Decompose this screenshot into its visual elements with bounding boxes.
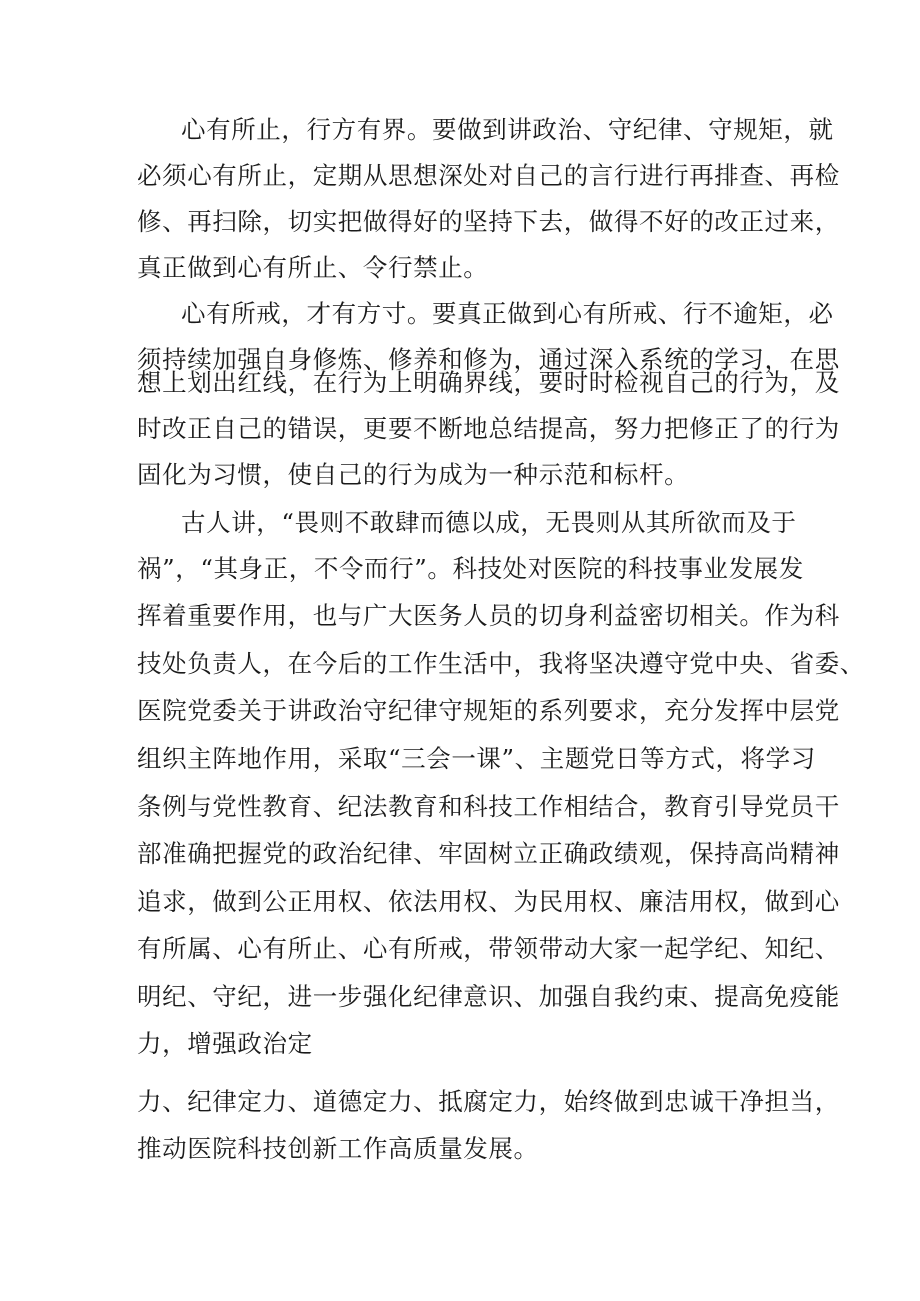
paragraph-3-line-11: 明纪、守纪，进一步强化纪律意识、加强自我约束、提高免疫能 — [137, 982, 840, 1011]
paragraph-3-line-5: 医院党委关于讲政治守纪律守规矩的系列要求，充分发挥中层党 — [137, 696, 840, 725]
paragraph-1-line-4: 真正做到心有所止、令行禁止。 — [137, 253, 489, 282]
paragraph-3-line-2: 祸”，“其身正，不令而行”。科技处对医院的科技事业发展发 — [137, 554, 804, 583]
paragraph-3-line-8: 部准确把握党的政治纪律、牢固树立正确政绩观，保持高尚精神 — [137, 839, 840, 868]
paragraph-3-line-3: 挥着重要作用，也与广大医务人员的切身利益密切相关。作为科 — [137, 601, 840, 630]
paragraph-2-line-2: 须持续加强自身修炼、修养和修为，通过深入系统的学习，在思 — [137, 345, 840, 374]
paragraph-3-line-6: 组织主阵地作用，采取“三会一课”、主题党日等方式，将学习 — [137, 744, 816, 773]
paragraph-3-line-1: 古人讲，“畏则不敢肆而德以成，无畏则从其所欲而及于 — [181, 508, 797, 537]
paragraph-2-line-5: 固化为习惯，使自己的行为成为一种示范和标杆。 — [137, 460, 690, 489]
paragraph-1-line-2: 必须心有所止，定期从思想深处对自己的言行进行再排查、再检 — [137, 161, 840, 190]
paragraph-3-line-9: 追求，做到公正用权、依法用权、为民用权、廉洁用权，做到心 — [137, 887, 840, 916]
paragraph-2-line-3: 想上划出红线，在行为上明确界线，要时时检视自己的行为，及 — [137, 368, 840, 397]
paragraph-3-line-13: 力、纪律定力、道德定力、抵腐定力，始终做到忠诚干净担当， — [137, 1087, 840, 1116]
paragraph-3-line-4: 技处负责人，在今后的工作生活中，我将坚决遵守党中央、省委、 — [137, 649, 865, 678]
paragraph-3-line-7: 条例与党性教育、纪法教育和科技工作相结合，教育引导党员干 — [137, 792, 840, 821]
paragraph-3-line-14: 推动医院科技创新工作高质量发展。 — [137, 1134, 539, 1163]
paragraph-3-line-12: 力，增强政治定 — [137, 1029, 313, 1058]
paragraph-2-line-1: 心有所戒，才有方寸。要真正做到心有所戒、行不逾矩，必 — [181, 299, 834, 328]
paragraph-1-line-1: 心有所止，行方有界。要做到讲政治、守纪律、守规矩，就 — [181, 115, 834, 144]
paragraph-3-line-10: 有所属、心有所止、心有所戒，带领带动大家一起学纪、知纪、 — [137, 934, 840, 963]
paragraph-1-line-3: 修、再扫除，切实把做得好的坚持下去，做得不好的改正过来， — [137, 207, 840, 236]
paragraph-2-line-4: 时改正自己的错误，更要不断地总结提高，努力把修正了的行为 — [137, 414, 840, 443]
